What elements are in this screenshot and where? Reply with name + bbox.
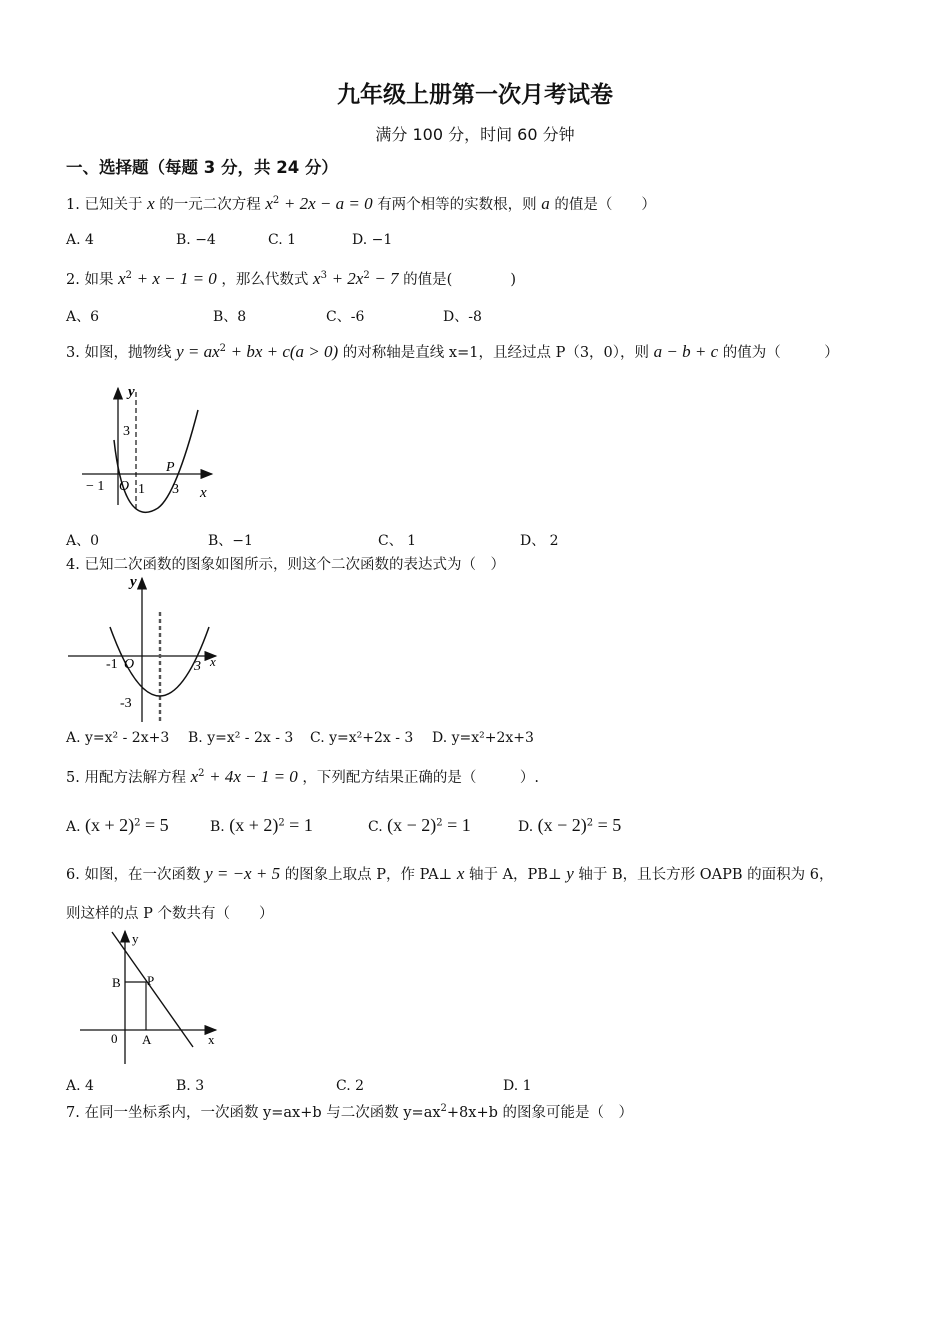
q1-option-a: A. 4 — [66, 232, 94, 248]
q5-a-rhs: = 5 — [144, 815, 169, 835]
question-6 — [66, 863, 833, 884]
q5-c-base: (x − 2) — [387, 815, 437, 835]
q5-option-a — [66, 815, 169, 836]
question-2 — [66, 268, 516, 289]
q1-eq-sup: 2 — [272, 195, 280, 207]
q4-option-c: C. y=x²+2x - 3 — [310, 730, 414, 746]
q6-eq: y = −x + 5 — [205, 864, 281, 883]
q2-eq2-b: + 2x — [331, 269, 364, 288]
q5-tail: ，下列配方结果正确的是（ ）. — [302, 770, 540, 786]
q6-option-d: D. 1 — [503, 1078, 532, 1094]
q6-option-b: B. 3 — [176, 1078, 205, 1094]
q1-var-x: x — [147, 194, 155, 213]
q5-b-base: (x + 2) — [229, 815, 279, 835]
q4-label-x: x — [210, 654, 216, 669]
q2-option-c: C、-6 — [326, 309, 365, 325]
page-title: 九年级上册第一次月考试卷 — [337, 82, 613, 108]
q1-option-c: C. 1 — [268, 232, 297, 248]
exam-subtitle: 满分 100 分，时间 60 分钟 — [375, 125, 575, 144]
q3-label-1: 1 — [138, 482, 145, 497]
q6-label-origin: 0 — [111, 1031, 118, 1046]
q2-mid: ，那么代数式 — [221, 272, 309, 288]
q6-mid3: 轴于 B，且长方形 OAPB 的面积为 6， — [578, 867, 834, 883]
q5-d-sup: 2 — [586, 817, 594, 829]
q2-eq1-sup: 2 — [125, 270, 132, 282]
q4-label-y: y — [130, 574, 137, 590]
q3-label-origin: O — [119, 479, 130, 494]
q3-eq-b: + bx + c(a > 0) — [230, 342, 339, 361]
q3-label-x: x — [200, 485, 207, 501]
q5-d-base: (x − 2) — [537, 815, 587, 835]
q6-mid1: 的图象上取点 P，作 PA⊥ — [284, 867, 453, 883]
q1-post: 有两个相等的实数根，则 — [377, 197, 537, 213]
q1-option-b: B. −4 — [176, 232, 216, 248]
q1-eq-a: x — [265, 194, 273, 213]
q7-sup: 2 — [440, 1103, 447, 1115]
q4-label-3: 3 — [194, 659, 201, 674]
q3-tail: 的值为（ ） — [722, 345, 839, 361]
q3-label-p: P — [166, 460, 175, 475]
q5-a-label: A. — [66, 819, 81, 835]
q2-eq2-c: − 7 — [374, 269, 399, 288]
q4-label-minus1: -1 — [106, 657, 118, 672]
section-heading: 一、选择题（每题 3 分，共 24 分） — [66, 158, 338, 177]
q3-parabola-figure — [76, 380, 226, 520]
q6-var-y: y — [566, 864, 574, 883]
q2-eq2-sup2: 2 — [363, 270, 370, 282]
q5-c-label: C. — [368, 819, 383, 835]
q4-label-minus3: -3 — [120, 696, 132, 711]
q1-tail: 的值是（ ） — [554, 197, 656, 213]
q7-pre: 7. 在同一坐标系内，一次函数 y=ax+b 与二次函数 y=ax — [66, 1105, 441, 1121]
q6-label-a: A — [142, 1032, 152, 1047]
q5-option-b — [210, 815, 313, 836]
question-5 — [66, 766, 539, 787]
q1-option-d: D. −1 — [352, 232, 393, 248]
question-6-line2: 则这样的点 P 个数共有（ ） — [66, 906, 274, 922]
q1-var-a: a — [541, 194, 550, 213]
q6-label-b: B — [112, 975, 121, 990]
q6-option-a: A. 4 — [66, 1078, 94, 1094]
q6-rectangle-oapb — [125, 982, 146, 1030]
q4-parabola-figure — [66, 572, 226, 727]
q6-label-p: P — [147, 973, 155, 988]
q2-eq2-a: x — [313, 269, 321, 288]
q6-pre: 6. 如图，在一次函数 — [66, 867, 201, 883]
q3-option-c: C、 1 — [378, 533, 417, 549]
q3-eq-sup: 2 — [219, 343, 226, 355]
q5-c-sup: 2 — [436, 817, 443, 829]
q3-label-y: y — [128, 384, 135, 400]
q5-eq-sup: 2 — [198, 768, 205, 780]
q6-line-figure — [76, 926, 226, 1066]
q5-a-sup: 2 — [134, 817, 141, 829]
q3-expr: a − b + c — [653, 342, 719, 361]
q5-d-rhs: = 5 — [597, 815, 622, 835]
q6-var-x: x — [456, 864, 465, 883]
q5-b-rhs: = 1 — [289, 815, 313, 835]
q5-eq-b: + 4x − 1 = 0 — [209, 767, 298, 786]
q2-eq1-a: x — [118, 269, 126, 288]
q2-eq1-b: + x − 1 = 0 — [136, 269, 217, 288]
q5-option-c — [368, 815, 471, 836]
q2-tail: 的值是( ) — [403, 272, 516, 288]
q3-option-b: B、−1 — [208, 533, 253, 549]
q5-b-sup: 2 — [278, 817, 285, 829]
q3-eq-a: y = ax — [176, 342, 220, 361]
q6-option-c: C. 2 — [336, 1078, 365, 1094]
q4-label-origin: O — [124, 657, 135, 672]
q5-b-label: B. — [210, 819, 225, 835]
q5-c-rhs: = 1 — [447, 815, 471, 835]
q2-option-d: D、-8 — [443, 309, 482, 325]
q4-option-d: D. y=x²+2x+3 — [432, 730, 534, 746]
q2-option-a: A、6 — [66, 309, 100, 325]
q6-label-x: x — [208, 1032, 215, 1047]
q5-pre: 5. 用配方法解方程 — [66, 770, 186, 786]
q6-label-y: y — [132, 931, 139, 946]
q2-pre: 2. 如果 — [66, 272, 114, 288]
q3-label-3-y: 3 — [123, 424, 130, 439]
q3-pre: 3. 如图，抛物线 — [66, 345, 172, 361]
q3-label-minus1: − 1 — [86, 479, 105, 494]
q4-option-a: A. y=x² - 2x+3 — [66, 730, 170, 746]
q1-mid: 的一元二次方程 — [159, 197, 261, 213]
question-4: 4. 已知二次函数的图象如图所示，则这个二次函数的表达式为（ ） — [66, 557, 505, 573]
q5-a-base: (x + 2) — [85, 815, 135, 835]
q2-option-b: B、8 — [213, 309, 247, 325]
question-7 — [66, 1101, 633, 1122]
q1-pre: 1. 已知关于 — [66, 197, 143, 213]
q3-option-a: A、0 — [66, 533, 100, 549]
q4-option-b: B. y=x² - 2x - 3 — [188, 730, 294, 746]
q6-mid2: 轴于 A，PB⊥ — [468, 867, 562, 883]
q2-eq2-sup3: 3 — [320, 270, 327, 282]
q5-option-d — [518, 815, 621, 836]
q3-mid: 的对称轴是直线 x=1，且经过点 P（3，0），则 — [342, 345, 650, 361]
question-1 — [66, 193, 656, 214]
q3-option-d: D、 2 — [520, 533, 559, 549]
q3-label-3-x: 3 — [172, 482, 179, 497]
q1-eq-b: + 2x − a = 0 — [283, 194, 373, 213]
q5-d-label: D. — [518, 819, 534, 835]
q7-tail: +8x+b 的图象可能是（ ） — [446, 1105, 633, 1121]
question-3 — [66, 341, 839, 362]
q5-eq-a: x — [190, 767, 199, 786]
